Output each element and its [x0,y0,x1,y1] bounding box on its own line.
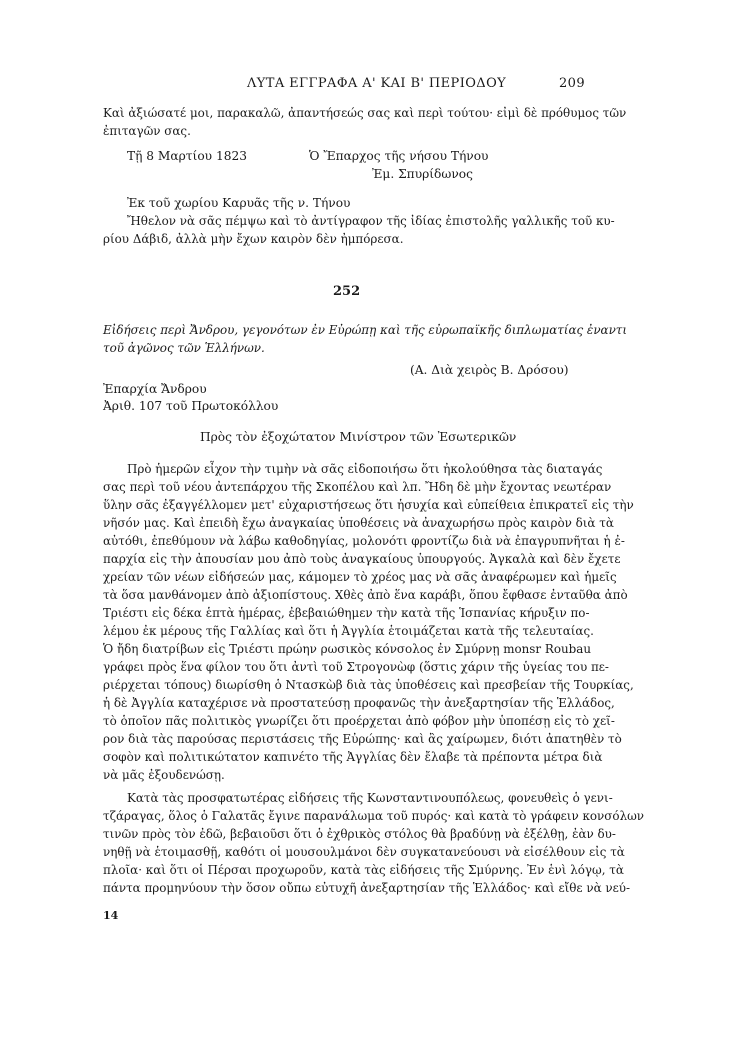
summary-line: Εἰδήσεις περὶ Ἄνδρου, γεγονότων ἐν Εὐρώπῃ καὶ τῆς εὐρωπαϊκῆς διπλωματίας ἐναντι [103,323,628,337]
document-number: 252 [333,284,361,299]
body-line: πλοῖα· καὶ ὅτι οἱ Πέρσαι προχωροῦν, κατὰ τὰς εἰδήσεις τῆς Σμύρνης. Ἐν ἑνὶ λόγῳ, τὰ [103,863,624,877]
body-line: τζάραγας, ὅλος ὁ Γαλατᾶς ἔγινε παρανάλωμα τοῦ πυρός· καὶ κατὰ τὸ γράφειν κονσόλων [103,809,645,823]
body-line: Τριέστι εἰς δέκα ἑπτὰ ἡμέρας, ἐβεβαιώθημεν τὴν κατὰ τῆς Ἱσπανίας κήρυξιν πο- [103,606,590,620]
postscript-line: ρίου Δάβιδ, ἀλλὰ μὴν ἔχων καιρὸν δὲν ἠμπόρεσα. [103,232,404,246]
signature-name: Ἐμ. Σπυρίδωνος [372,167,473,181]
body-line: τὰ ὅσα μανθάνομεν ἀπὸ ἀξιοπίστους. Χθὲς ἀπὸ ἕνα καράβι, ὅπου ἔφθασε ἐνταῦθα ἀπὸ [103,588,628,602]
body-line: αὐτόθι, ἐπεθύμουν νὰ λάβω καθοδηγίας, μολονότι φροντίζω διὰ νὰ ἐπαγρυπνῆται ἡ ἐ- [103,534,625,548]
body-line: σοφὸν καὶ πολιτικώτατον καπινέτο τῆς Ἀγγλίας δὲν ἔλαβε τὰ πρέποντα μέτρα διὰ [103,750,603,764]
body-line: Ὁ ἤδη διατρίβων εἰς Τριέστι πρώην ρωσικὸς κόνσολος ἐν Σμύρνῃ monsr Roubau [103,642,592,656]
body-line: ριέρχεται τόπους) διωρίσθη ὁ Ντασκὼβ διὰ τὰς ὑποθέσεις καὶ πρεσβείαν τῆς Τουρκίας, [103,678,634,692]
body-line: νηθῇ νὰ ἑτοιμασθῇ, καθότι οἱ μουσουλμάνοι δὲν συγκατανεύουσι νὰ εἰσέλθουν εἰς τὰ [103,845,625,859]
body-line: Πρὸ ἡμερῶν εἶχον τὴν τιμὴν νὰ σᾶς εἰδοποιήσω ὅτι ἠκολούθησα τὰς διαταγάς [127,462,603,476]
addressee-line: Πρὸς τὸν ἐξοχώτατον Μινίστρον τῶν Ἐσωτερικῶν [200,430,517,444]
body-line: τινῶν πρὸς τὸν ἐδῶ, βεβαιοῦσι ὅτι ὁ ἐχθρικὸς στόλος θὰ βραδύνῃ νὰ ἐξέλθῃ, ἐὰν δυ- [103,827,616,841]
body-line: τὸ ὁποῖον πᾶς πολιτικὸς γνωρίζει ὅτι προέρχεται ἀπὸ φόβον μὴν ὑποπέσῃ εἰς τὸ χεῖ- [103,714,615,728]
hand-note: (Α. Διὰ χειρὸς Β. Δρόσου) [410,363,569,377]
body-line: ρον διὰ τὰς παρούσας περιστάσεις τῆς Εὐρώπης· καὶ ἂς χαίρωμεν, διότι ἀπατηθὲν τὸ [103,732,622,746]
body-line: πάντα προμηνύουν τὴν ὅσον οὔπω εὐτυχῆ ἀνεξαρτησίαν τῆς Ἑλλάδος· καὶ εἴθε νὰ νεύ- [103,881,631,895]
prev-letter-line: Καὶ ἀξιώσατέ μοι, παρακαλῶ, ἀπαντήσεώς σας καὶ περὶ τούτου· εἰμὶ δὲ πρόθυμος τῶν [103,106,627,120]
body-line: Κατὰ τὰς προσφατωτέρας εἰδήσεις τῆς Κωνσταντινουπόλεως, φονευθεὶς ὁ γενι- [127,791,613,805]
body-line: νὰ μᾶς ἐξουδενώσῃ. [103,768,225,782]
prev-letter-line: ἐπιταγῶν σας. [103,124,191,138]
province-line: Ἐπαρχία Ἄνδρου [103,382,207,396]
body-line: παρχία εἰς τὴν ἀπουσίαν μου ἀπὸ τοὺς ἀναγκαίους ὑπουργούς. Ἀγκαλὰ καὶ δὲν ἔχετε [103,552,621,566]
body-line: ἡ δὲ Ἀγγλία καταχέρισε νὰ προστατεύσῃ προφανῶς τὴν ἀνεξαρτησίαν τῆς Ἑλλάδος, [103,696,615,710]
body-line: χρείαν τῶν νέων εἰδήσεών μας, κάμομεν τὸ χρέος μας νὰ σᾶς ἀναφέρωμεν καὶ ἡμεῖς [103,570,617,584]
postscript-line: Ἤθελον νὰ σᾶς πέμψω καὶ τὸ ἀντίγραφον τῆς ἰδίας ἐπιστολῆς γαλλικῆς τοῦ κυ- [127,214,615,228]
body-line: νῆσόν μας. Καὶ ἐπειδὴ ἔχω ἀναγκαίας ὑποθέσεις νὰ ἀναχωρήσω πρὸς καιρὸν διὰ τὰ [103,516,614,530]
body-line: σας περὶ τοῦ νέου ἀντεπάρχου τῆς Σκοπέλου καὶ λπ. Ἤδη δὲ μὴν ἔχοντας νεωτέραν [103,480,612,494]
postscript-place: Ἐκ τοῦ χωρίου Καρυᾶς τῆς ν. Τήνου [127,196,351,210]
body-line: γράφει πρὸς ἕνα φίλον του ὅτι ἀντὶ τοῦ Στρογονὼφ (ὅστις χάριν τῆς ὑγείας του πε- [103,660,609,674]
body-line: ὕλην σᾶς ἐξαγγέλλομεν μετ' εὐχαριστήσεως ὅτι ἡσυχία καὶ εὐπείθεια ἐπικρατεῖ εἰς τὴν [103,498,634,512]
signature-mark: 14 [103,909,119,922]
running-title: ΛΥΤΑ ΕΓΓΡΑΦΑ Α' ΚΑΙ Β' ΠΕΡΙΟΔΟΥ [247,76,507,91]
letter-date: Τῇ 8 Μαρτίου 1823 [127,149,247,163]
summary-line: τοῦ ἀγῶνος τῶν Ἑλλήνων. [103,341,265,355]
page-number: 209 [559,76,586,91]
signature-title: Ὁ Ἔπαρχος τῆς νήσου Τήνου [309,149,489,163]
protocol-line: Ἀριθ. 107 τοῦ Πρωτοκόλλου [103,399,279,413]
body-line: λέμου ἐκ μέρους τῆς Γαλλίας καὶ ὅτι ἡ Ἀγγλία ἑτοιμάζεται κατὰ τῆς τελευταίας. [103,624,594,638]
